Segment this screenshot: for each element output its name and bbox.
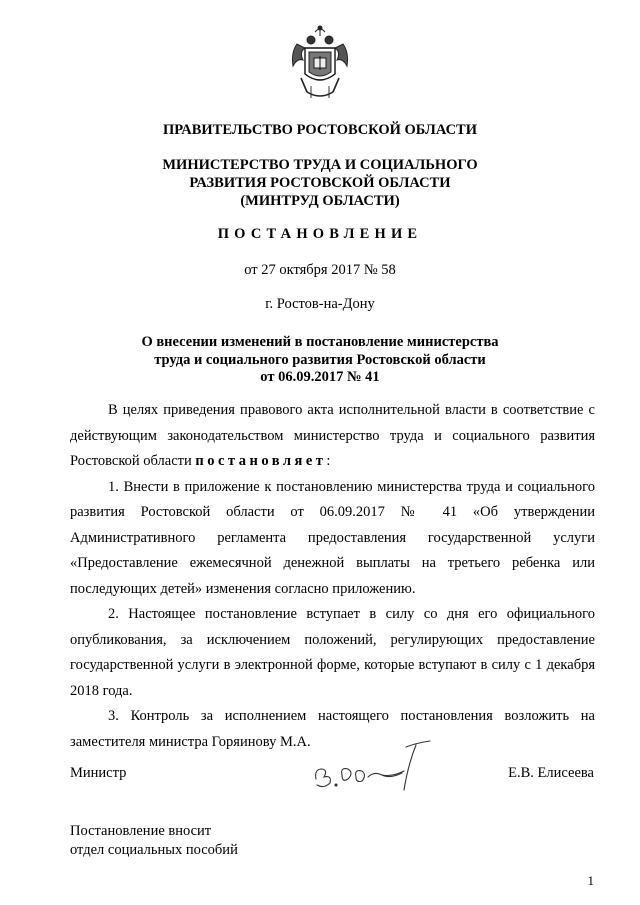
handwritten-signature-icon	[312, 735, 432, 800]
ministry-title-line: РАЗВИТИЯ РОСТОВСКОЙ ОБЛАСТИ	[189, 175, 451, 191]
page-number: 1	[587, 873, 594, 888]
preamble-text: В целях приведения правового акта исполнительной власти в соответствие с действующим законодательством министерство труда и социального развития Ростовской области	[70, 402, 595, 469]
government-title: ПРАВИТЕЛЬСТВО РОСТОВСКОЙ ОБЛАСТИ	[162, 122, 477, 138]
body-item-2: 2. Настоящее постановление вступает в силу со дня его официального опубликования, за исключением положений, регулирующих предоставление государственной услуги в электронной форме, которые вступают в силу с 1 декабря 2018 года.	[70, 606, 595, 699]
document-city: г. Ростов-на-Дону	[265, 296, 375, 312]
document-subject	[0, 334, 640, 387]
document-footer	[70, 822, 238, 860]
ministry-title-line: МИНИСТЕРСТВО ТРУДА И СОЦИАЛЬНОГО	[162, 157, 478, 173]
ministry-title	[0, 156, 640, 210]
document-date: от 27 октября 2017 № 58	[244, 262, 396, 278]
preamble-keyword: постановляет	[195, 453, 327, 469]
footer-line: Постановление вносит	[70, 823, 212, 839]
preamble-paragraph	[70, 398, 595, 475]
body-item-3: 3. Контроль за исполнением настоящего постановления возложить на заместителя министра Горяинову М.А.	[70, 708, 595, 750]
signer-position: Министр	[70, 765, 127, 781]
body-item-1: 1. Внести в приложение к постановлению министерства труда и социального развития Ростовской области от 06.09.2017 № 41 «Об утверждении Административного регламента предоставления государственной услуги «Предоставление ежемесячной денежной выплаты на третьего ребенка или последующих детей» изменения согласно приложению.	[70, 478, 595, 597]
ministry-title-line: (МИНТРУД ОБЛАСТИ)	[240, 193, 400, 209]
coat-of-arms-icon	[287, 22, 353, 104]
document-body	[70, 398, 595, 755]
signer-name: Е.В. Елисеева	[508, 765, 594, 781]
subject-line: О внесении изменений в постановление министерства	[141, 334, 499, 350]
preamble-end: :	[326, 453, 331, 469]
subject-line: труда и социального развития Ростовской области	[154, 351, 486, 368]
subject-line: от 06.09.2017 № 41	[260, 369, 380, 385]
document-type: ПОСТАНОВЛЕНИЕ	[217, 226, 423, 242]
footer-line: отдел социальных пособий	[70, 842, 238, 858]
